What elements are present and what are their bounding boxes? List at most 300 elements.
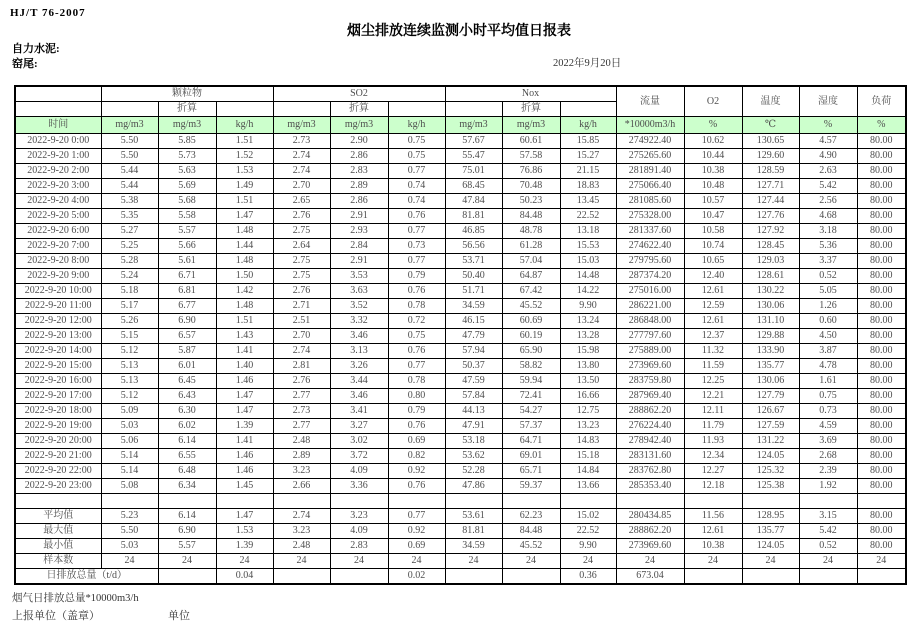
row-label-cell: [15, 494, 101, 509]
value-cell: 135.77: [742, 524, 799, 539]
value-cell: [273, 569, 330, 585]
value-cell: 13.23: [560, 419, 616, 434]
unit-cell: mg/m3: [101, 117, 158, 134]
value-cell: 287374.20: [616, 269, 684, 284]
table-row: [15, 374, 906, 389]
value-cell: 2.68: [799, 449, 857, 464]
table-row: [15, 434, 906, 449]
value-cell: 0.77: [388, 359, 445, 374]
value-cell: 5.05: [799, 284, 857, 299]
value-cell: 1.52: [216, 149, 273, 164]
unit-cell: mg/m3: [158, 117, 216, 134]
value-cell: 0.77: [388, 254, 445, 269]
value-cell: 12.37: [684, 329, 742, 344]
unit-cell: kg/h: [388, 117, 445, 134]
value-cell: 3.02: [330, 434, 388, 449]
table-row: [15, 194, 906, 209]
value-cell: 5.85: [158, 134, 216, 149]
value-cell: 12.27: [684, 464, 742, 479]
value-cell: 15.18: [560, 449, 616, 464]
value-cell: 80.00: [857, 389, 906, 404]
value-cell: 61.28: [502, 239, 560, 254]
value-cell: 80.00: [857, 239, 906, 254]
value-cell: [857, 494, 906, 509]
value-cell: [101, 494, 158, 509]
value-cell: 0.75: [388, 134, 445, 149]
value-cell: 2.76: [273, 374, 330, 389]
row-label-cell: 最小值: [15, 539, 101, 554]
value-cell: 57.04: [502, 254, 560, 269]
value-cell: 2.77: [273, 389, 330, 404]
value-cell: 47.59: [445, 374, 502, 389]
unit-cell: kg/h: [560, 117, 616, 134]
value-cell: 275328.00: [616, 209, 684, 224]
table-row: [15, 134, 906, 149]
value-cell: 130.06: [742, 299, 799, 314]
value-cell: 5.50: [101, 149, 158, 164]
value-cell: 283131.60: [616, 449, 684, 464]
value-cell: 80.00: [857, 479, 906, 494]
value-cell: 5.09: [101, 404, 158, 419]
row-label-cell: 2022-9-20 7:00: [15, 239, 101, 254]
table-row: [15, 479, 906, 494]
table-row: [15, 299, 906, 314]
value-cell: 24: [445, 554, 502, 569]
value-cell: 286221.00: [616, 299, 684, 314]
value-cell: 11.59: [684, 359, 742, 374]
value-cell: 1.92: [799, 479, 857, 494]
value-cell: 4.50: [799, 329, 857, 344]
value-cell: 0.79: [388, 404, 445, 419]
summary-row: [15, 539, 906, 554]
value-cell: 287969.40: [616, 389, 684, 404]
value-cell: 3.63: [330, 284, 388, 299]
value-cell: 127.92: [742, 224, 799, 239]
value-cell: 2.66: [273, 479, 330, 494]
table-row: [15, 254, 906, 269]
value-cell: 2.84: [330, 239, 388, 254]
value-cell: 1.49: [216, 179, 273, 194]
value-cell: 2.65: [273, 194, 330, 209]
unit-cell: kg/h: [216, 117, 273, 134]
value-cell: 273969.60: [616, 359, 684, 374]
value-cell: 5.69: [158, 179, 216, 194]
value-cell: 0.73: [388, 239, 445, 254]
value-cell: 6.14: [158, 434, 216, 449]
value-cell: [502, 494, 560, 509]
unit-cell: mg/m3: [445, 117, 502, 134]
value-cell: 10.65: [684, 254, 742, 269]
value-cell: 128.95: [742, 509, 799, 524]
value-cell: 45.52: [502, 299, 560, 314]
value-cell: 6.02: [158, 419, 216, 434]
value-cell: 6.81: [158, 284, 216, 299]
value-cell: 5.50: [101, 134, 158, 149]
value-cell: 0.75: [799, 389, 857, 404]
value-cell: 1.42: [216, 284, 273, 299]
value-cell: 3.26: [330, 359, 388, 374]
value-cell: 13.50: [560, 374, 616, 389]
daily-total-body: [15, 569, 906, 585]
value-cell: 281085.60: [616, 194, 684, 209]
value-cell: 2.91: [330, 254, 388, 269]
value-cell: 273969.60: [616, 539, 684, 554]
value-cell: 2.86: [330, 194, 388, 209]
value-cell: 5.50: [101, 524, 158, 539]
value-cell: 21.15: [560, 164, 616, 179]
value-cell: 5.57: [158, 539, 216, 554]
value-cell: 2.56: [799, 194, 857, 209]
value-cell: 5.27: [101, 224, 158, 239]
value-cell: 2.75: [273, 269, 330, 284]
report-unit-label: 上报单位（盖章）: [12, 610, 100, 622]
blank-cell: [273, 102, 330, 117]
value-cell: [158, 494, 216, 509]
value-cell: 12.61: [684, 284, 742, 299]
value-cell: 6.57: [158, 329, 216, 344]
row-label-cell: 2022-9-20 23:00: [15, 479, 101, 494]
value-cell: 1.43: [216, 329, 273, 344]
value-cell: [857, 569, 906, 585]
value-cell: 4.59: [799, 419, 857, 434]
value-cell: 80.00: [857, 509, 906, 524]
value-cell: 0.72: [388, 314, 445, 329]
value-cell: 5.68: [158, 194, 216, 209]
kiln-label: 窑尾:: [12, 58, 38, 70]
value-cell: 59.37: [502, 479, 560, 494]
value-cell: 2.73: [273, 134, 330, 149]
value-cell: 126.67: [742, 404, 799, 419]
value-cell: 6.48: [158, 464, 216, 479]
value-cell: 54.27: [502, 404, 560, 419]
value-cell: 13.80: [560, 359, 616, 374]
value-cell: 1.50: [216, 269, 273, 284]
value-cell: 5.63: [158, 164, 216, 179]
value-cell: 128.61: [742, 269, 799, 284]
table-row: [15, 164, 906, 179]
value-cell: 1.51: [216, 134, 273, 149]
value-cell: 130.22: [742, 284, 799, 299]
value-cell: 84.48: [502, 209, 560, 224]
value-cell: 2.74: [273, 344, 330, 359]
value-cell: 1.47: [216, 209, 273, 224]
value-cell: 46.15: [445, 314, 502, 329]
value-cell: 62.23: [502, 509, 560, 524]
value-cell: 24: [388, 554, 445, 569]
value-cell: 80.00: [857, 329, 906, 344]
value-cell: 6.90: [158, 524, 216, 539]
table-row: [15, 239, 906, 254]
value-cell: 5.18: [101, 284, 158, 299]
value-cell: 80.00: [857, 539, 906, 554]
value-cell: 283762.80: [616, 464, 684, 479]
unit-cell: %: [684, 117, 742, 134]
value-cell: 673.04: [616, 569, 684, 585]
value-cell: [799, 494, 857, 509]
value-cell: 2.91: [330, 209, 388, 224]
value-cell: 0.75: [388, 329, 445, 344]
value-cell: 2.39: [799, 464, 857, 479]
value-cell: 3.32: [330, 314, 388, 329]
value-cell: 0.76: [388, 284, 445, 299]
value-cell: 5.26: [101, 314, 158, 329]
value-cell: 275016.00: [616, 284, 684, 299]
value-cell: 51.71: [445, 284, 502, 299]
nox-converted-label: 折算: [502, 102, 560, 117]
group-o2: O2: [684, 86, 742, 117]
value-cell: 48.78: [502, 224, 560, 239]
value-cell: 2.74: [273, 509, 330, 524]
value-cell: 24: [158, 554, 216, 569]
value-cell: 80.00: [857, 404, 906, 419]
value-cell: 3.46: [330, 329, 388, 344]
group-nox: Nox: [445, 86, 616, 102]
value-cell: 46.85: [445, 224, 502, 239]
row-label-cell: 2022-9-20 8:00: [15, 254, 101, 269]
value-cell: 0.69: [388, 539, 445, 554]
row-label-cell: 2022-9-20 2:00: [15, 164, 101, 179]
report-date: 2022年9月20日: [553, 58, 622, 69]
value-cell: 56.56: [445, 239, 502, 254]
value-cell: 5.12: [101, 389, 158, 404]
value-cell: 5.14: [101, 464, 158, 479]
value-cell: 1.53: [216, 524, 273, 539]
value-cell: [742, 494, 799, 509]
value-cell: 1.61: [799, 374, 857, 389]
value-cell: 1.39: [216, 539, 273, 554]
value-cell: 5.42: [799, 524, 857, 539]
value-cell: 288862.20: [616, 404, 684, 419]
blank-cell: [15, 102, 101, 117]
table-header: [15, 86, 906, 134]
value-cell: 12.11: [684, 404, 742, 419]
value-cell: 274922.40: [616, 134, 684, 149]
value-cell: 125.32: [742, 464, 799, 479]
value-cell: 5.44: [101, 164, 158, 179]
value-cell: 0.52: [799, 269, 857, 284]
value-cell: 2.77: [273, 419, 330, 434]
value-cell: [330, 569, 388, 585]
row-label-cell: 2022-9-20 4:00: [15, 194, 101, 209]
value-cell: 70.48: [502, 179, 560, 194]
value-cell: 127.59: [742, 419, 799, 434]
flue-gas-total-note: 烟气日排放总量*10000m3/h: [12, 593, 139, 604]
value-cell: 2.51: [273, 314, 330, 329]
value-cell: 57.84: [445, 389, 502, 404]
value-cell: 124.05: [742, 539, 799, 554]
value-cell: 1.51: [216, 314, 273, 329]
value-cell: 59.94: [502, 374, 560, 389]
group-so2: SO2: [273, 86, 445, 102]
value-cell: 2.83: [330, 164, 388, 179]
value-cell: 2.89: [330, 179, 388, 194]
value-cell: 80.00: [857, 374, 906, 389]
value-cell: 10.48: [684, 179, 742, 194]
value-cell: 12.21: [684, 389, 742, 404]
value-cell: 24: [101, 554, 158, 569]
value-cell: 5.35: [101, 209, 158, 224]
table-row: [15, 149, 906, 164]
unit-cell: mg/m3: [502, 117, 560, 134]
value-cell: 6.45: [158, 374, 216, 389]
value-cell: 84.48: [502, 524, 560, 539]
value-cell: 283759.80: [616, 374, 684, 389]
row-label-cell: 2022-9-20 5:00: [15, 209, 101, 224]
row-label-cell: 2022-9-20 20:00: [15, 434, 101, 449]
value-cell: 2.86: [330, 149, 388, 164]
value-cell: 67.42: [502, 284, 560, 299]
value-cell: 47.79: [445, 329, 502, 344]
value-cell: 0.76: [388, 419, 445, 434]
value-cell: 5.17: [101, 299, 158, 314]
value-cell: 24: [857, 554, 906, 569]
value-cell: 12.61: [684, 314, 742, 329]
value-cell: 3.72: [330, 449, 388, 464]
value-cell: [216, 494, 273, 509]
value-cell: [445, 494, 502, 509]
value-cell: 15.53: [560, 239, 616, 254]
row-label-cell: 2022-9-20 13:00: [15, 329, 101, 344]
value-cell: 80.00: [857, 194, 906, 209]
value-cell: 10.58: [684, 224, 742, 239]
value-cell: [158, 569, 216, 585]
group-flow: 流量: [616, 86, 684, 117]
value-cell: 80.00: [857, 134, 906, 149]
value-cell: 10.44: [684, 149, 742, 164]
value-cell: 80.00: [857, 434, 906, 449]
value-cell: 127.44: [742, 194, 799, 209]
value-cell: 3.23: [273, 464, 330, 479]
value-cell: 12.40: [684, 269, 742, 284]
value-cell: 58.82: [502, 359, 560, 374]
row-label-cell: 2022-9-20 15:00: [15, 359, 101, 374]
value-cell: 64.87: [502, 269, 560, 284]
value-cell: 53.18: [445, 434, 502, 449]
row-label-cell: 2022-9-20 17:00: [15, 389, 101, 404]
value-cell: 5.13: [101, 359, 158, 374]
value-cell: 0.76: [388, 209, 445, 224]
value-cell: 1.26: [799, 299, 857, 314]
value-cell: 81.81: [445, 524, 502, 539]
table-row: [15, 449, 906, 464]
value-cell: 0.77: [388, 164, 445, 179]
value-cell: 6.55: [158, 449, 216, 464]
table-row: [15, 419, 906, 434]
value-cell: 127.76: [742, 209, 799, 224]
table-row: [15, 329, 906, 344]
value-cell: 80.00: [857, 254, 906, 269]
value-cell: 5.06: [101, 434, 158, 449]
value-cell: 53.62: [445, 449, 502, 464]
value-cell: 57.94: [445, 344, 502, 359]
value-cell: 129.60: [742, 149, 799, 164]
value-cell: 3.44: [330, 374, 388, 389]
blank-cell: [388, 102, 445, 117]
row-label-cell: 2022-9-20 19:00: [15, 419, 101, 434]
value-cell: 4.90: [799, 149, 857, 164]
value-cell: 50.40: [445, 269, 502, 284]
value-cell: 5.57: [158, 224, 216, 239]
value-cell: 10.57: [684, 194, 742, 209]
value-cell: 2.71: [273, 299, 330, 314]
value-cell: [445, 569, 502, 585]
value-cell: 3.15: [799, 509, 857, 524]
row-label-cell: 2022-9-20 16:00: [15, 374, 101, 389]
value-cell: 47.84: [445, 194, 502, 209]
value-cell: 22.52: [560, 209, 616, 224]
value-cell: [684, 569, 742, 585]
table-row: [15, 404, 906, 419]
value-cell: 2.76: [273, 284, 330, 299]
value-cell: 1.41: [216, 344, 273, 359]
value-cell: 6.30: [158, 404, 216, 419]
value-cell: 127.71: [742, 179, 799, 194]
value-cell: 2.90: [330, 134, 388, 149]
value-cell: 3.52: [330, 299, 388, 314]
value-cell: 131.22: [742, 434, 799, 449]
row-label-cell: 平均值: [15, 509, 101, 524]
value-cell: 24: [502, 554, 560, 569]
row-label-cell: 2022-9-20 18:00: [15, 404, 101, 419]
table-row: [15, 389, 906, 404]
unit-cell: *10000m3/h: [616, 117, 684, 134]
value-cell: 80.00: [857, 524, 906, 539]
row-label-cell: 2022-9-20 1:00: [15, 149, 101, 164]
value-cell: 6.77: [158, 299, 216, 314]
value-cell: 2.93: [330, 224, 388, 239]
value-cell: 276224.40: [616, 419, 684, 434]
value-cell: 24: [273, 554, 330, 569]
value-cell: 1.44: [216, 239, 273, 254]
value-cell: 5.66: [158, 239, 216, 254]
value-cell: [330, 494, 388, 509]
value-cell: 0.76: [388, 479, 445, 494]
value-cell: 1.46: [216, 374, 273, 389]
value-cell: 0.75: [388, 149, 445, 164]
value-cell: 2.81: [273, 359, 330, 374]
value-cell: 75.01: [445, 164, 502, 179]
value-cell: 1.41: [216, 434, 273, 449]
value-cell: 3.69: [799, 434, 857, 449]
value-cell: [388, 494, 445, 509]
group-load: 负荷: [857, 86, 906, 117]
value-cell: 280434.85: [616, 509, 684, 524]
value-cell: 3.23: [330, 509, 388, 524]
value-cell: 2.48: [273, 434, 330, 449]
row-label-cell: 2022-9-20 0:00: [15, 134, 101, 149]
value-cell: 3.13: [330, 344, 388, 359]
value-cell: 53.61: [445, 509, 502, 524]
value-cell: 9.90: [560, 539, 616, 554]
corner-cell: [15, 86, 101, 102]
value-cell: 10.47: [684, 209, 742, 224]
row-label-cell: 2022-9-20 9:00: [15, 269, 101, 284]
value-cell: 5.38: [101, 194, 158, 209]
value-cell: 15.98: [560, 344, 616, 359]
value-cell: 60.61: [502, 134, 560, 149]
value-cell: 14.83: [560, 434, 616, 449]
value-cell: 64.71: [502, 434, 560, 449]
value-cell: 12.59: [684, 299, 742, 314]
row-label-cell: 2022-9-20 14:00: [15, 344, 101, 359]
value-cell: 9.90: [560, 299, 616, 314]
value-cell: 69.01: [502, 449, 560, 464]
value-cell: 13.24: [560, 314, 616, 329]
value-cell: 80.00: [857, 209, 906, 224]
value-cell: 125.38: [742, 479, 799, 494]
value-cell: 128.59: [742, 164, 799, 179]
value-cell: 6.90: [158, 314, 216, 329]
